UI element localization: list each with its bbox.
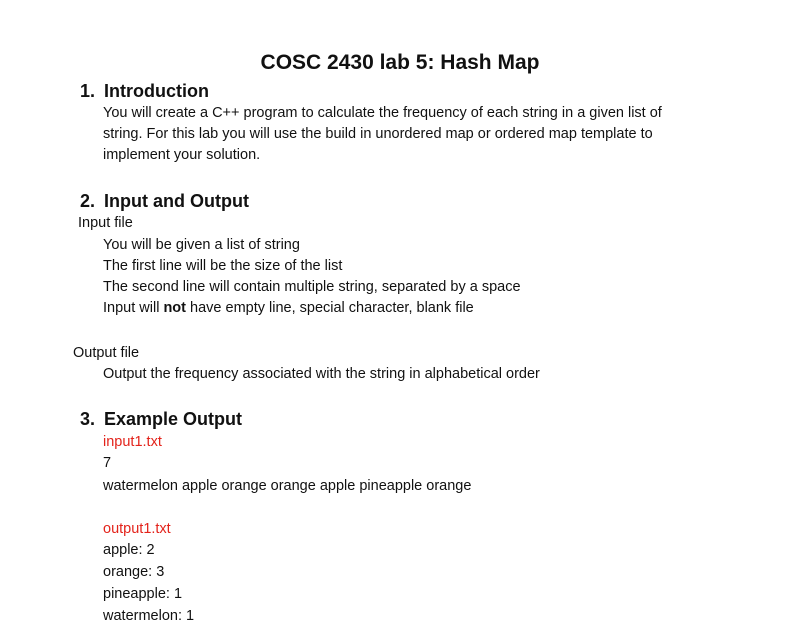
example-output-line-3: pineapple: 1	[103, 586, 183, 602]
input-desc-line-3: The second line will contain multiple string, separated by a space	[103, 279, 521, 295]
section-title: Introduction	[104, 81, 209, 101]
example-input-line-1: 7	[103, 455, 112, 471]
section-heading-example-output	[80, 408, 242, 430]
section-number: 3.	[80, 409, 96, 429]
intro-line-1: You will create a C++ program to calculate the frequency of each string in a given list of	[103, 105, 662, 121]
section-number: 2.	[80, 191, 96, 211]
input-file-label: Input file	[78, 215, 133, 231]
output-desc-line-1: Output the frequency associated with the string in alphabetical order	[103, 366, 540, 382]
section-title: Input and Output	[104, 191, 249, 211]
intro-line-2: string. For this lab you will use the build in unordered map or ordered map template to	[103, 126, 653, 142]
input-filename: input1.txt	[103, 434, 162, 450]
document-title: COSC 2430 lab 5: Hash Map	[260, 51, 540, 74]
input-desc-line-2: The first line will be the size of the list	[103, 258, 343, 274]
intro-line-3: implement your solution.	[103, 147, 261, 163]
example-output-line-1: apple: 2	[103, 542, 155, 558]
section-number: 1.	[80, 81, 96, 101]
input-rule-before: Input will	[103, 300, 164, 316]
section-heading-introduction	[80, 80, 209, 102]
input-desc-line-1: You will be given a list of string	[103, 237, 300, 253]
input-rule-emphasis: not	[163, 300, 186, 316]
example-input-line-2: watermelon apple orange orange apple pineapple orange	[103, 478, 472, 494]
example-output-line-2: orange: 3	[103, 564, 165, 580]
section-heading-input-output	[80, 190, 249, 212]
section-title: Example Output	[104, 409, 243, 429]
input-rule-after: have empty line, special character, blank file	[186, 300, 474, 316]
input-rule-line	[103, 298, 474, 319]
output-file-label: Output file	[73, 345, 140, 361]
output-filename: output1.txt	[103, 521, 171, 537]
example-output-line-4: watermelon: 1	[103, 608, 195, 624]
